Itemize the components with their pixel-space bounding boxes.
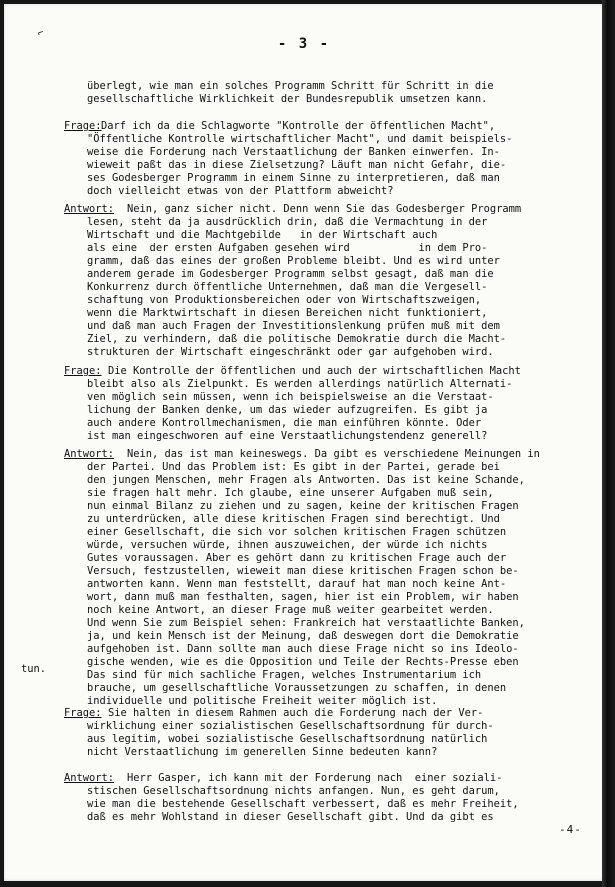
text-line: daß es mehr Wohlstand in dieser Gesellschaft gibt. Und da gibt es — [87, 811, 494, 823]
text-line: Sie halten in diesem Rahmen auch die Forderung nach der Ver- — [108, 707, 484, 719]
text-line: Nein, ganz sicher nicht. Denn wenn Sie das Godesberger Programm — [127, 203, 522, 215]
text-line: Wirtschaft und die Machtgebilde in der Wirtschaft auch — [87, 229, 438, 241]
question-label: Frage: — [64, 707, 102, 719]
text-line: ses Godesberger Programm in einem Sinne zu interpretieren, daß man — [87, 172, 500, 184]
scan-edge — [602, 0, 615, 887]
text-line: lichung der Banken denke, um das wieder aufzugreifen. Es gibt ja — [87, 404, 488, 416]
text-line: Nein, das ist man keineswegs. Da gibt es verschiedene Meinungen in — [127, 448, 540, 460]
text-line: nun einmal Bilanz zu ziehen und zu sagen, keine der kritischen Fragen — [87, 500, 519, 512]
text-line: Darf ich da die Schlagworte "Kontrolle der öffentlichen Macht", — [101, 120, 496, 132]
text-line: Und wenn Sie zum Beispiel sehen: Frankreich hat verstaatlichte Banken, — [87, 617, 525, 629]
text-line: gische wenden, wie es die Opposition und Teile der Rechts-Presse eben — [87, 656, 519, 668]
answer-label: Antwort: — [64, 448, 115, 460]
text-line: weise die Forderung nach Verstaatlichung der Banken einwerfen. In- — [87, 146, 500, 158]
text-line: antworten kann. Wenn man feststellt, darauf hat man noch keine Ant- — [87, 578, 507, 590]
question-label: Frage: — [64, 120, 102, 132]
text-line: den jungen Menschen, mehr Fragen als Antworten. Das ist keine Schande, — [87, 474, 525, 486]
text-line: Konkurrenz durch öffentliche Unternehmen, daß man die Vergesell- — [87, 281, 488, 293]
text-line: zu unterdrücken, alle diese kritischen Fragen sind berechtigt. Und — [87, 513, 500, 525]
margin-word: tun. — [21, 663, 47, 675]
question-label: Frage: — [64, 365, 102, 377]
text-line: Gutes voraussagen. Aber es gehört dann zu kritischen Frage auch der — [87, 552, 507, 564]
text-line: der Partei. Und das Problem ist: Es gibt in der Partei, gerade bei — [87, 461, 500, 473]
text-line: Herr Gasper, ich kann mit der Forderung nach einer soziali- — [127, 772, 503, 784]
text-line: schaftung von Produktionsbereichen oder von Wirtschaftszweigen, — [87, 294, 482, 306]
margin-mark: ⌐ — [36, 27, 46, 40]
answer-label: Antwort: — [64, 772, 115, 784]
text-line: Versuch, festzustellen, wieweit man diese kritischen Fragen schon be- — [87, 565, 519, 577]
text-line: wie man die bestehende Gesellschaft verbessert, daß es mehr Freiheit, — [87, 798, 519, 810]
text-line: brauche, um gesellschaftliche Voraussetzungen zu schaffen, in denen — [87, 682, 507, 694]
text-line: gramm, daß das eines der großen Probleme bleibt. Und es wird unter — [87, 255, 500, 267]
text-line: aufgehoben ist. Dann sollte man auch diese Frage nicht so ins Ideolo- — [87, 643, 519, 655]
text-line: ja, und kein Mensch ist der Meinung, daß deswegen dort die Demokratie — [87, 630, 519, 642]
text-line: aus legitim, wobei sozialistische Gesellschaftsordnung natürlich — [87, 733, 488, 745]
text-line: doch vielleicht etwas von der Plattform abweicht? — [87, 185, 394, 197]
page-number-top: - 3 - — [277, 36, 331, 52]
text-line: ven möglich sein müssen, wenn ich beispielsweise an die Verstaat- — [87, 391, 494, 403]
text-line: stischen Gesellschaftsordnung nichts anfangen. Nun, es geht darum, — [87, 785, 500, 797]
answer-label: Antwort: — [64, 203, 115, 215]
text-line: überlegt, wie man ein solches Programm Schritt für Schritt in die — [87, 80, 494, 92]
text-line: lesen, steht da ja ausdrücklich drin, daß die Vermachtung in der — [87, 216, 488, 228]
text-line: bleibt also als Zielpunkt. Es werden allerdings natürlich Alternati- — [87, 378, 513, 390]
text-line: auch andere Kontrollmechanismen, die man einführen könnte. Oder — [87, 417, 482, 429]
text-line: als eine der ersten Aufgaben gesehen wird in dem Pro- — [87, 242, 488, 254]
text-line: gesellschaftliche Wirklichkeit der Bundesrepublik umsetzen kann. — [87, 93, 488, 105]
page-number-bottom: -4- — [559, 823, 582, 836]
text-line: ist man eingeschworen auf eine Verstaatlichungstendenz generell? — [87, 430, 488, 442]
text-line: würde, versuchen würde, ihnen auszuweichen, der würde ich nichts — [87, 539, 488, 551]
text-line: Das sind für mich sachliche Fragen, welches Instrumentarium ich — [87, 669, 482, 681]
text-line: wieweit paßt das in diese Zielsetzung? Läuft man nicht Gefahr, die- — [87, 159, 507, 171]
text-line: wort, dann muß man festhalten, sagen, hier ist ein Problem, wir haben — [87, 591, 519, 603]
text-line: nicht Verstaatlichung im generellen Sinne bedeuten kann? — [87, 746, 438, 758]
text-line: einer Gesellschaft, die sich vor solchen kritischen Fragen schützen — [87, 526, 507, 538]
text-line: anderem gerade im Godesberger Programm selbst gesagt, daß man die — [87, 268, 494, 280]
text-line: strukturen der Wirtschaft eingeschränkt oder gar aufgehoben wird. — [87, 346, 494, 358]
text-line: sie fragen halt mehr. Ich glaube, eine unserer Aufgaben muß sein, — [87, 487, 494, 499]
text-line: wenn die Marktwirtschaft in diesen Bereichen nicht funktioniert, — [87, 307, 488, 319]
text-line: Ziel, zu verhindern, daß die politische Demokratie durch die Macht- — [87, 333, 507, 345]
text-line: wirklichung einer sozialistischen Gesellschaftsordnung für durch- — [87, 720, 494, 732]
text-line: und daß man auch Fragen der Investitionslenkung prüfen muß mit dem — [87, 320, 500, 332]
text-line: individuelle und politische Freiheit weiter möglich ist. — [87, 695, 438, 707]
text-line: "Öffentliche Kontrolle wirtschaftlicher Macht", und damit beispiels- — [87, 133, 513, 145]
text-line: noch keine Antwort, an dieser Frage muß weiter gearbeitet werden. — [87, 604, 494, 616]
document-page — [4, 4, 604, 881]
text-line: Die Kontrolle der öffentlichen und auch der wirtschaftlichen Macht — [108, 365, 521, 377]
